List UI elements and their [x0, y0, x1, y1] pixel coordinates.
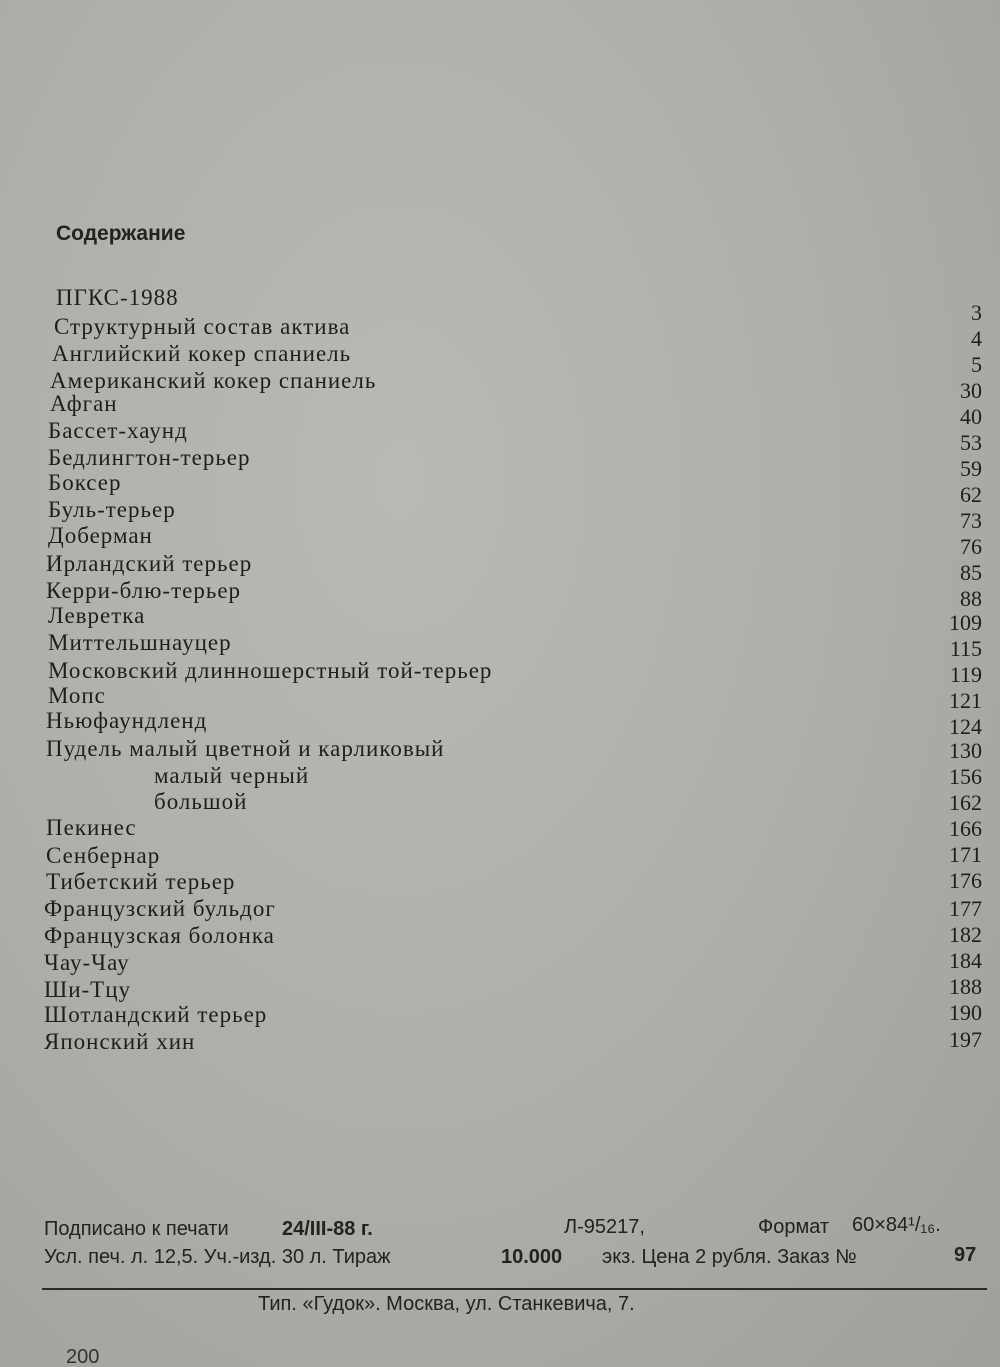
toc-entry-title: большой: [154, 789, 248, 814]
toc-entry-title: малый черный: [154, 763, 310, 788]
printing-house: Тип. «Гудок». Москва, ул. Станкевича, 7.: [258, 1293, 635, 1315]
divider-rule: [42, 1288, 987, 1290]
imprint-signed-label: Подписано к печати: [44, 1218, 229, 1240]
imprint-line2-a: Усл. печ. л. 12,5. Уч.-изд. 30 л. Тираж: [44, 1246, 391, 1268]
toc-entry-title: Левретка: [48, 603, 146, 628]
toc-entry-title: Шотландский терьер: [44, 1002, 268, 1027]
toc-entry-page: 76: [960, 534, 982, 559]
toc-entry-page: 124: [949, 714, 982, 739]
toc-entry-title: Тибетский терьер: [46, 869, 236, 894]
toc-entry-title: Московский длинношерстный той-терьер: [48, 658, 493, 683]
toc-entry-page: 73: [960, 508, 982, 533]
toc-entry-page: 53: [960, 430, 982, 455]
toc-entry-page: 176: [949, 868, 982, 893]
toc-entry-page: 166: [949, 816, 982, 841]
imprint-order-no: 97: [954, 1244, 977, 1266]
toc-entry-page: 119: [949, 662, 982, 687]
toc-entry-page: 188: [949, 974, 982, 999]
toc-entry-page: 3: [971, 300, 982, 325]
toc-entry-page: 162: [949, 790, 982, 815]
toc-entry-page: 88: [960, 586, 982, 611]
toc-entry-title: ПГКС-1988: [56, 285, 179, 310]
toc-entry-title: Миттельшнауцер: [48, 630, 232, 655]
toc-entry-page: 5: [971, 352, 982, 377]
imprint-signed-date: 24/III-88 г.: [282, 1218, 373, 1240]
toc-entry-title: Сенбернар: [46, 843, 161, 868]
toc-entry-page: 59: [960, 456, 982, 481]
toc-entry-page: 4: [971, 326, 982, 351]
toc-entry-title: Ши-Тцу: [44, 977, 132, 1002]
imprint-line2-b: экз. Цена 2 рубля. Заказ №: [602, 1246, 857, 1268]
toc-entry-page: 109: [949, 610, 982, 635]
toc-entry-title: Японский хин: [44, 1029, 196, 1054]
imprint-print-run: 10.000: [501, 1246, 563, 1268]
imprint-format-value: 60×84¹/₁₆.: [852, 1214, 941, 1236]
toc-entry-title: Структурный состав актива: [54, 314, 351, 339]
toc-entry-title: Пудель малый цветной и карликовый: [46, 736, 445, 761]
toc-entry-title: Чау-Чау: [44, 950, 130, 975]
toc-entry-page: 130: [949, 738, 982, 763]
toc-entry-title: Бассет-хаунд: [48, 418, 188, 443]
toc-entry-title: Французская болонка: [44, 923, 275, 948]
toc-entry-title: Пекинес: [46, 815, 137, 840]
toc-entry-page: 182: [949, 922, 982, 947]
toc-entry-title: Американский кокер спаниель: [50, 368, 377, 393]
toc-entry-title: Доберман: [48, 523, 153, 548]
toc-entry-page: 156: [949, 764, 982, 789]
toc-entry-page: 40: [960, 404, 982, 429]
toc-entry-page: 171: [949, 842, 982, 867]
toc-entry-page: 121: [949, 688, 982, 713]
toc-entry-page: 197: [949, 1027, 982, 1052]
toc-entry-title: Керри-блю-терьер: [46, 578, 242, 603]
toc-entry-title: Английский кокер спаниель: [52, 341, 352, 366]
toc-entry-page: 30: [960, 378, 982, 403]
toc-entry-title: Буль-терьер: [48, 497, 176, 522]
toc-entry-title: Мопс: [48, 683, 106, 708]
contents-heading: Содержание: [56, 222, 186, 245]
toc-entry-page: 184: [949, 948, 982, 973]
toc-entry-title: Бедлингтон-терьер: [48, 445, 251, 470]
toc-entry-page: 177: [949, 896, 982, 921]
toc-entry-page: 85: [960, 560, 982, 585]
toc-entry-page: 115: [949, 636, 982, 661]
toc-entry-title: Афган: [50, 391, 118, 416]
toc-entry-title: Ирландский терьер: [46, 551, 253, 576]
toc-entry-title: Ньюфаундленд: [46, 708, 208, 733]
imprint-format-label: Формат: [758, 1216, 830, 1238]
imprint-licence: Л-95217,: [564, 1216, 645, 1238]
toc-entry-page: 190: [949, 1000, 982, 1025]
page-folio: 200: [66, 1346, 100, 1367]
toc-entry-page: 62: [960, 482, 982, 507]
toc-entry-title: Боксер: [48, 470, 122, 495]
toc-entry-title: Французский бульдог: [44, 896, 276, 921]
